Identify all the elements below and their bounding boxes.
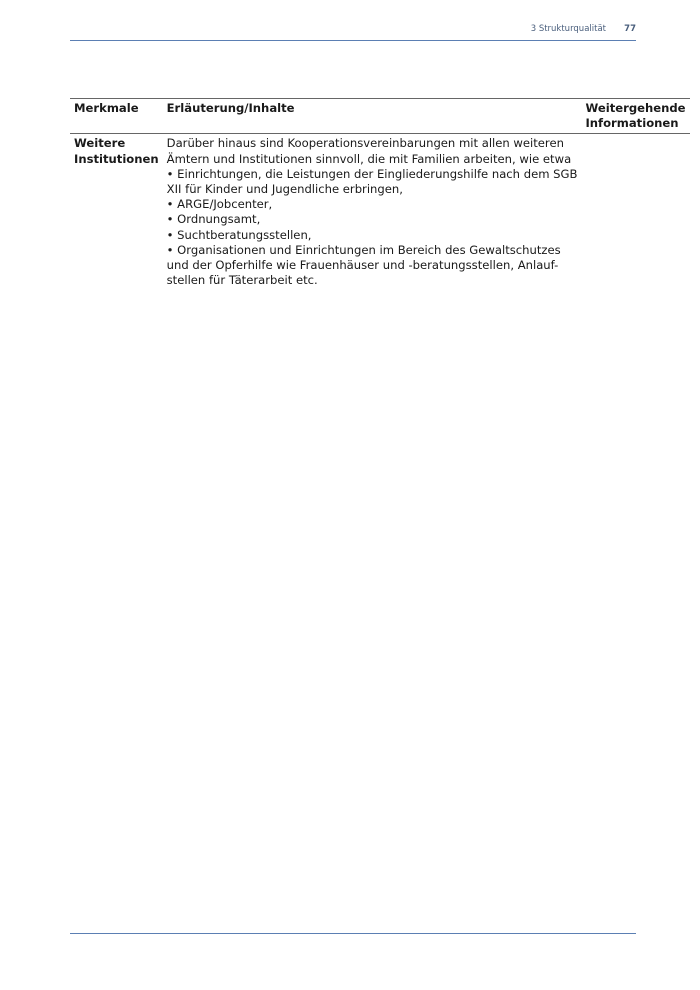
table-header-row: [70, 99, 690, 134]
list-item: [167, 228, 578, 243]
list-item-line: stellen für Täterarbeit etc.: [166, 273, 318, 288]
list-item: [167, 212, 578, 227]
column-header-merkmale: Merkmale: [74, 101, 139, 115]
row-label: [70, 134, 163, 291]
list-item-line: • ARGE/Jobcenter,: [166, 197, 273, 212]
footer-divider: [70, 933, 636, 934]
column-header-informationen: [581, 99, 689, 134]
column-header-erlaeuterung: Erläuterung/Inhalte: [166, 101, 295, 115]
row-info: [581, 134, 689, 291]
list-item: [167, 167, 578, 197]
list-item: [167, 243, 578, 289]
list-item-line: • Suchtberatungsstellen,: [166, 227, 312, 242]
row-label-line: Weitere: [74, 136, 126, 151]
section-title: 3 Strukturqualität: [530, 24, 606, 34]
row-description: [163, 134, 582, 291]
page-header: [70, 24, 636, 40]
header-divider: [70, 40, 636, 41]
description-line: Ämtern und Institutionen sinnvoll, die mit Familien arbeiten, wie etwa: [166, 151, 572, 166]
list-item-line: XII für Kinder und Jugendliche erbringen,: [166, 182, 403, 197]
column-header-line: Weitergehende: [585, 101, 686, 115]
list-item: [167, 197, 578, 212]
column-header-line: Informationen: [585, 116, 679, 131]
list-item-line: und der Opferhilfe wie Frauenhäuser und -beratungsstellen, Anlauf-: [166, 258, 559, 273]
description-line: Darüber hinaus sind Kooperationsvereinbarungen mit allen weiteren: [166, 136, 564, 151]
page-number: 77: [624, 24, 636, 34]
list-item-line: • Einrichtungen, die Leistungen der Eingliederungshilfe nach dem SGB: [166, 166, 578, 181]
table-row: [70, 134, 690, 291]
criteria-table: [70, 98, 690, 290]
list-item-line: • Organisationen und Einrichtungen im Bereich des Gewaltschutzes: [166, 242, 561, 257]
row-label-line: Institutionen: [74, 151, 159, 166]
list-item-line: • Ordnungsamt,: [166, 212, 261, 227]
